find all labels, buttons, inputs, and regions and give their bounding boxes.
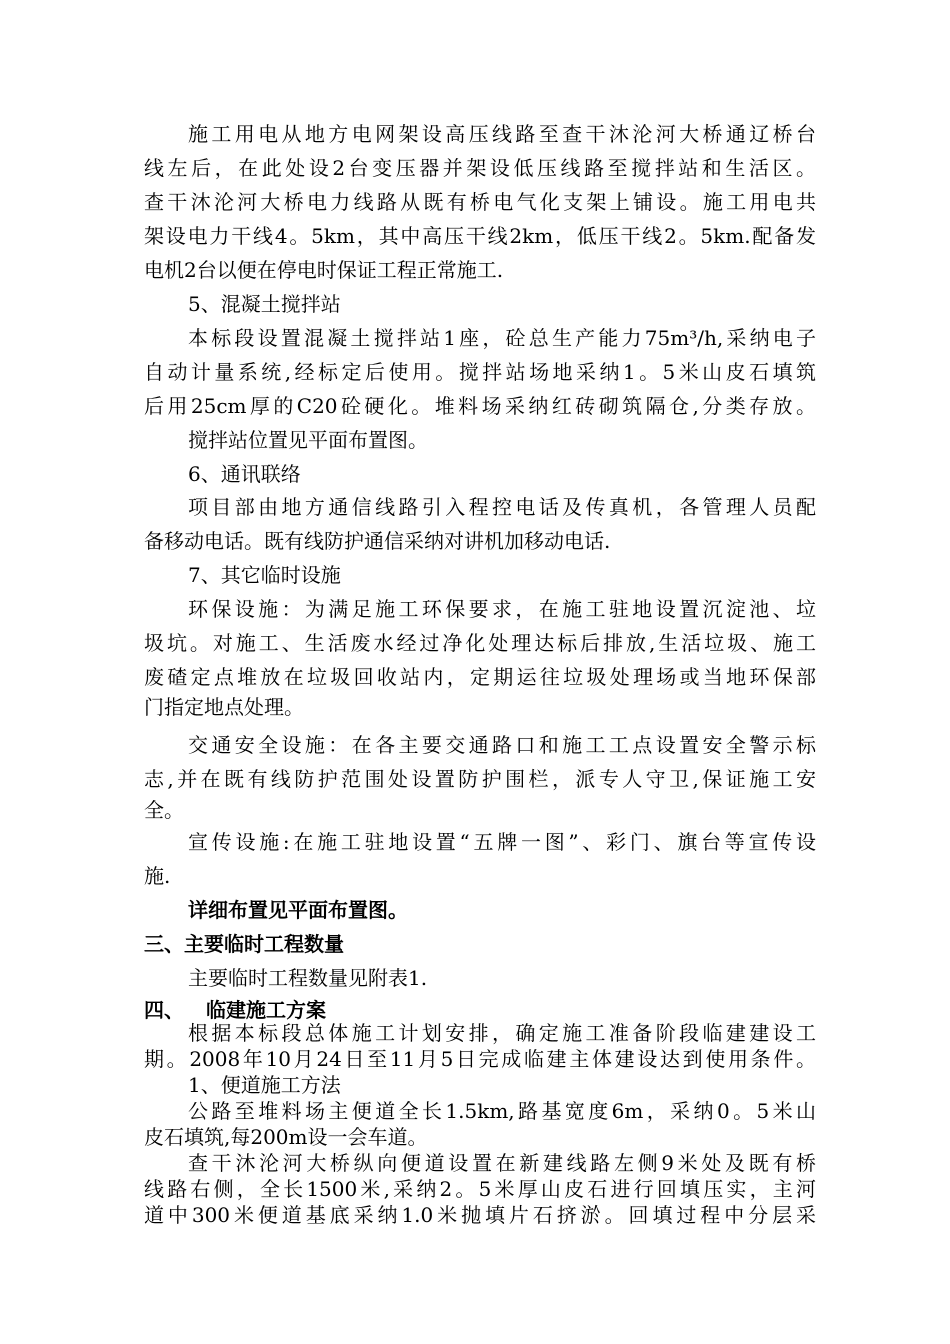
heading-road-construction: 1、便道施工方法 (188, 1073, 341, 1097)
para-environment-line-2: 圾坑。对施工、生活废水经过净化处理达标后排放,生活垃圾、施工 (144, 631, 816, 655)
heading-section-3: 三、主要临时工程数量 (144, 932, 344, 956)
para-schedule-line-2: 期。2008年10月24日至11月5日完成临建主体建设达到使用条件。 (144, 1047, 816, 1071)
para-section-3: 主要临时工程数量见附表1. (188, 966, 428, 990)
para-traffic-line-2: 志,并在既有线防护范围处设置防护围栏，派专人守卫,保证施工安 (144, 767, 816, 791)
para-environment-line-3: 废碴定点堆放在垃圾回收站内，定期运往垃圾处理场或当地环保部 (144, 665, 816, 689)
heading-other-facilities: 7、其它临时设施 (188, 563, 341, 587)
para-power-line-4: 架设电力干线4。5km，其中高压干线2km，低压干线2。5km.配备发 (144, 224, 816, 248)
para-communication-line-2: 备移动电话。既有线防护通信采纳对讲机加移动电话. (144, 529, 611, 553)
para-road-line-1: 公路至堆料场主便道全长1.5km,路基宽度6m，采纳0。5米山 (188, 1099, 816, 1123)
para-bridge-road-line-2: 线路右侧，全长1500米,采纳2。5米厚山皮石进行回填压实，主河 (144, 1177, 816, 1201)
para-mixing-line-2: 自动计量系统,经标定后使用。搅拌站场地采纳1。5米山皮石填筑 (144, 360, 816, 384)
para-environment-line-1: 环保设施：为满足施工环保要求，在施工驻地设置沉淀池、垃 (188, 597, 816, 621)
para-power-line-5: 电机2台以便在停电时保证工程正常施工. (144, 258, 504, 282)
heading-section-4-title: 临建施工方案 (206, 998, 326, 1022)
para-traffic-line-1: 交通安全设施：在各主要交通路口和施工工点设置安全警示标 (188, 733, 816, 757)
para-mixing-line-1: 本标段设置混凝土搅拌站1座，砼总生产能力75m³/h,采纳电子 (188, 326, 816, 350)
para-power-line-2: 线左后，在此处设2台变压器并架设低压线路至搅拌站和生活区。 (144, 156, 816, 180)
para-environment-line-4: 门指定地点处理。 (144, 695, 304, 719)
heading-section-4-number: 四、 (144, 998, 184, 1022)
para-mixing-line-3: 后用25cm厚的C20砼硬化。堆料场采纳红砖砌筑隔仓,分类存放。 (144, 394, 816, 418)
para-bridge-road-line-1: 查干沐沦河大桥纵向便道设置在新建线路左侧9米处及既有桥 (188, 1151, 816, 1175)
para-detail-layout: 详细布置见平面布置图。 (188, 898, 408, 922)
heading-communication: 6、通讯联络 (188, 462, 301, 486)
heading-mixing-station: 5、混凝土搅拌站 (188, 292, 341, 316)
para-road-line-2: 皮石填筑,每200m设一会车道。 (144, 1125, 428, 1149)
para-communication-line-1: 项目部由地方通信线路引入程控电话及传真机，各管理人员配 (188, 495, 816, 519)
para-power-line-3: 查干沐沦河大桥电力线路从既有桥电气化支架上铺设。施工用电共 (144, 190, 816, 214)
para-promotion-line-1: 宣传设施:在施工驻地设置“五牌一图”、彩门、旗台等宣传设 (188, 830, 816, 854)
para-bridge-road-line-3: 道中300米便道基底采纳1.0米抛填片石挤淤。回填过程中分层采 (144, 1203, 816, 1227)
para-mixing-line-4: 搅拌站位置见平面布置图。 (188, 428, 428, 452)
para-promotion-line-2: 施. (144, 864, 171, 888)
para-traffic-line-3: 全。 (144, 798, 184, 822)
para-schedule-line-1: 根据本标段总体施工计划安排，确定施工准备阶段临建建设工 (188, 1021, 816, 1045)
para-power-line-1: 施工用电从地方电网架设高压线路至查干沐沦河大桥通辽桥台 (188, 122, 816, 146)
